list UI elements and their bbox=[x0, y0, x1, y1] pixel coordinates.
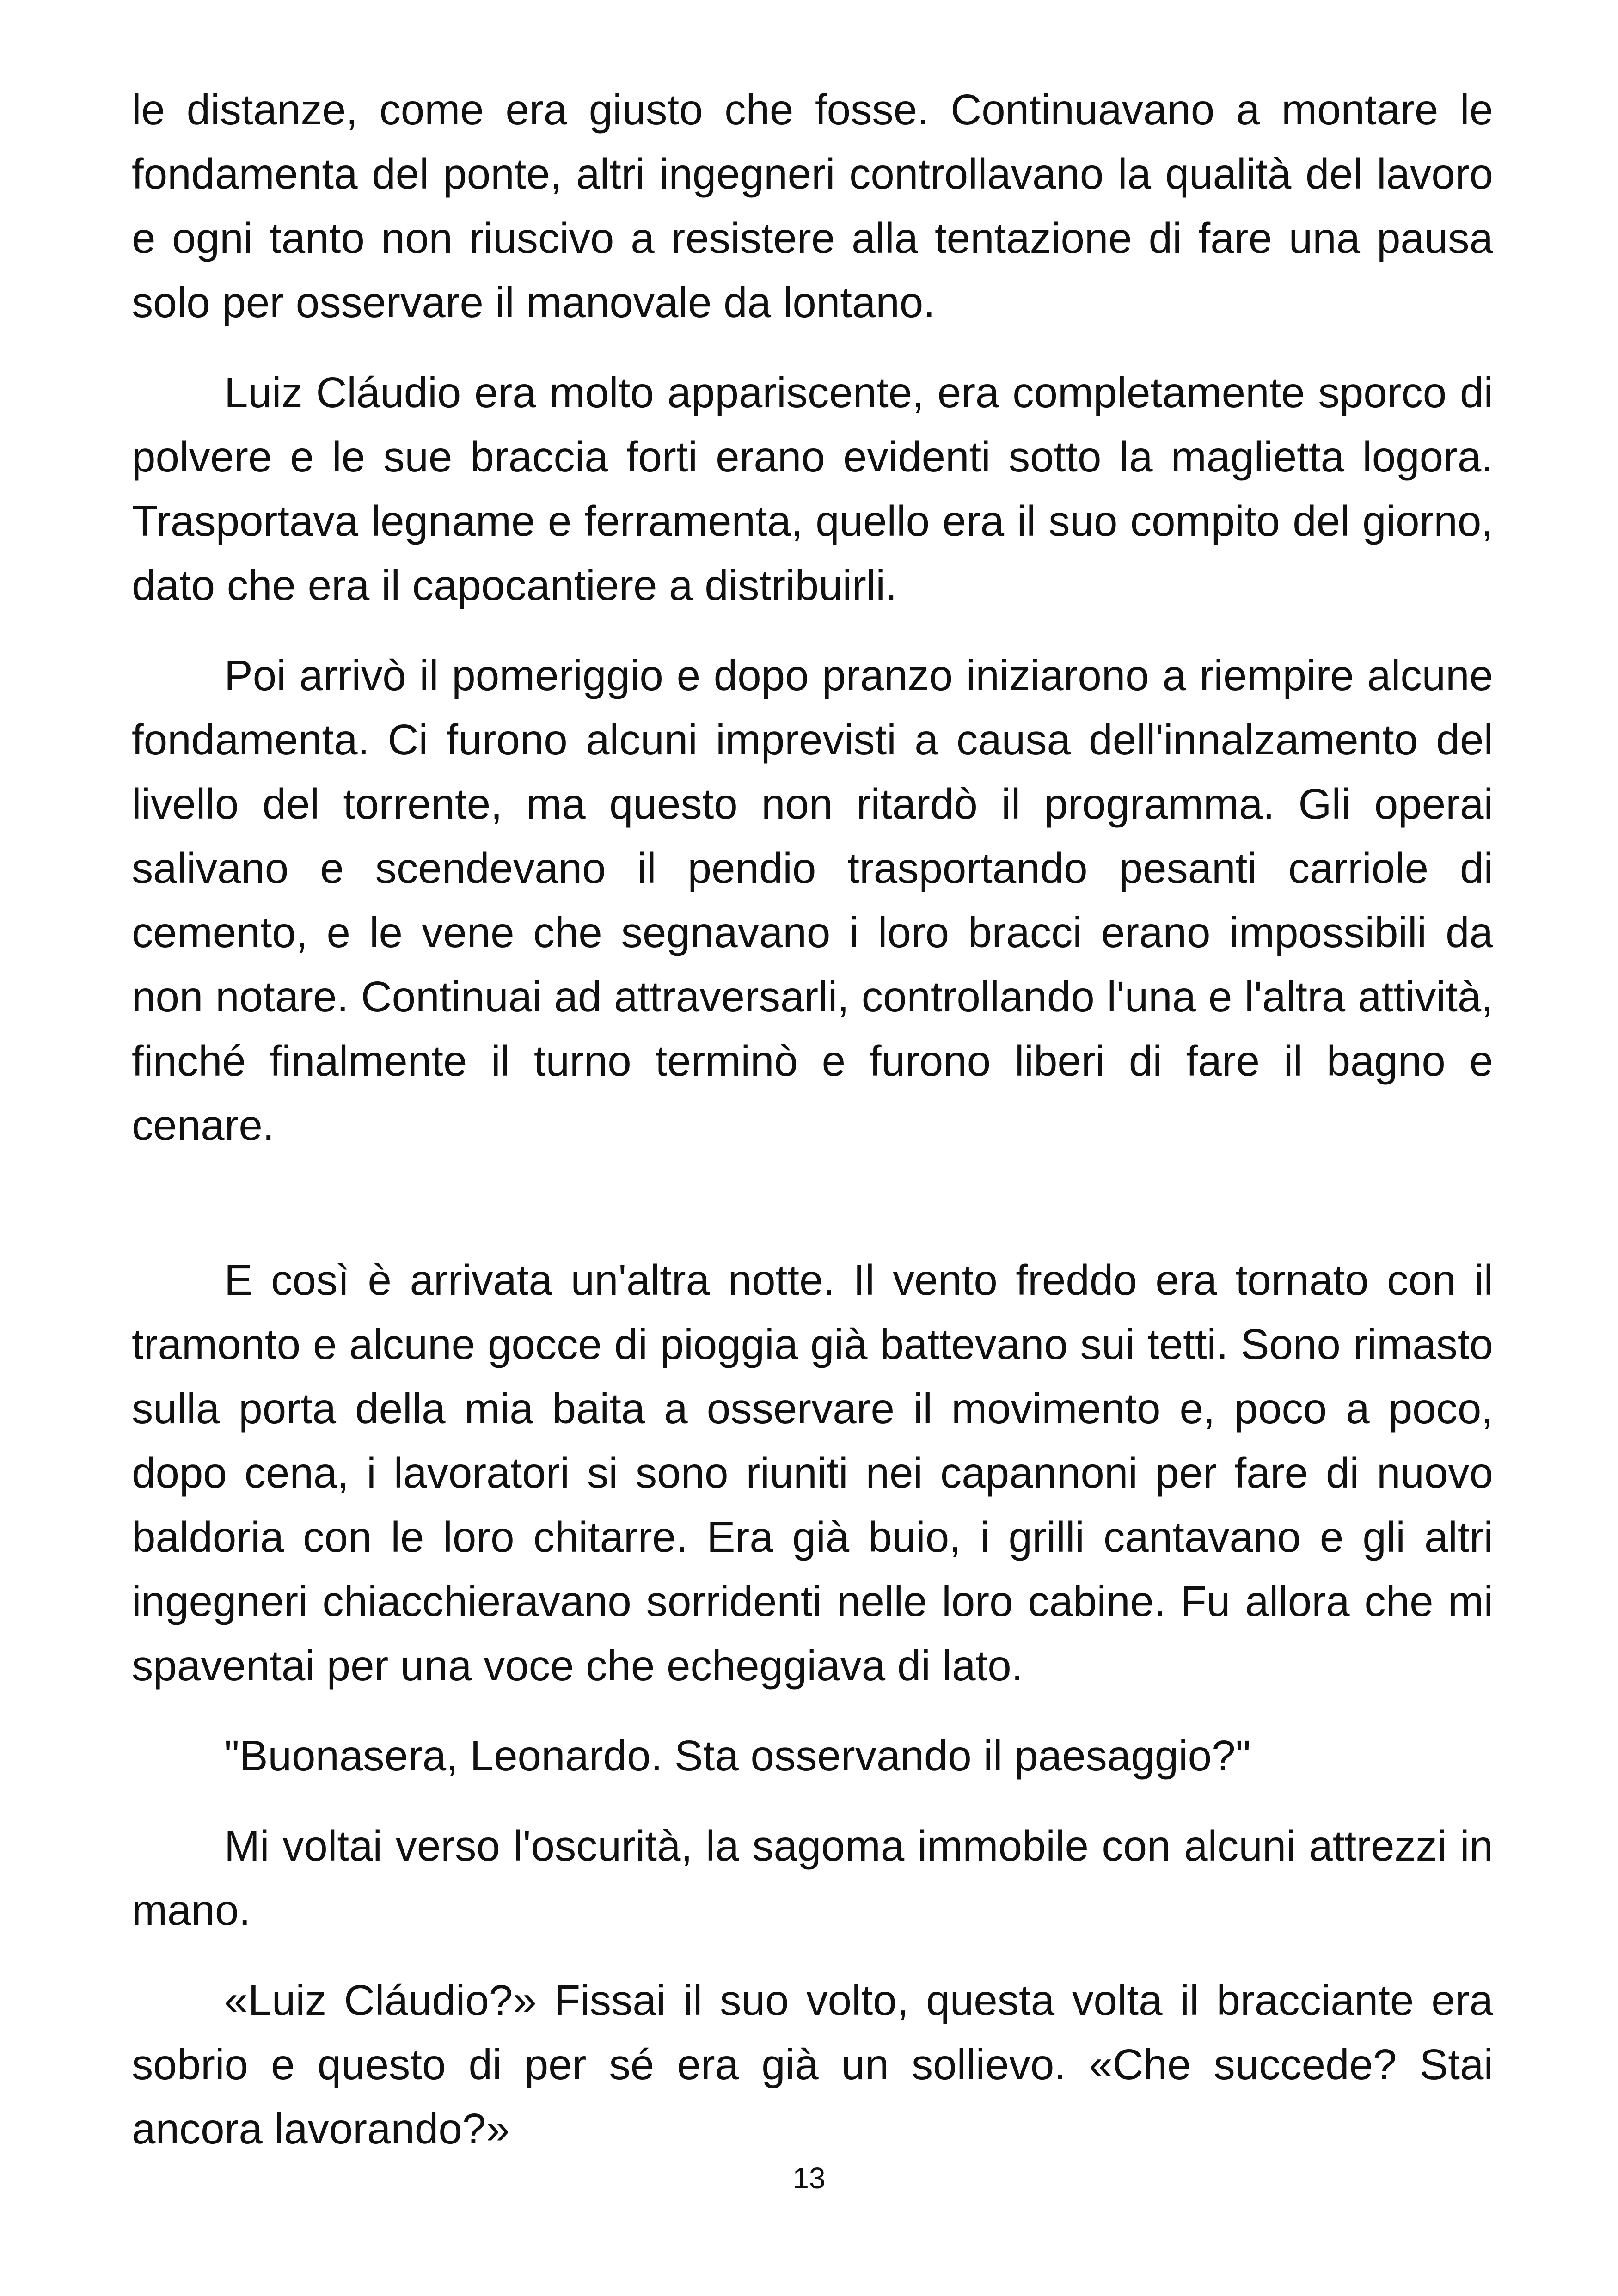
paragraph-4: E così è arrivata un'altra notte. Il vento freddo era tornato con il tramonto e alcune gocce di pioggia già battevano sui tetti. Sono rimasto sulla porta della mia baita a osservare il movimento e, poco a poco, dopo cena, i lavoratori si sono riuniti nei capannoni per fare di nuovo baldoria con le loro chitarre. Era già buio, i grilli cantavano e gli altri ingegneri chiacchieravano sorridenti nelle loro cabine. Fu allora che mi spaventai per una voce che echeggiava di lato. bbox=[132, 1256, 1493, 1690]
paragraph-5: "Buonasera, Leonardo. Sta osservando il paesaggio?" bbox=[224, 1732, 1251, 1780]
paragraph-3: Poi arrivò il pomeriggio e dopo pranzo iniziarono a riempire alcune fondamenta. Ci furono alcuni imprevisti a causa dell'innalzamento del livello del torrente, ma questo non ritardò il programma. Gli operai salivano e scendevano il pendio trasportando pesanti carriole di cemento, e le vene che segnavano i loro bracci erano impossibili da non notare. Continuai ad attraversarli, controllando l'una e l'altra attività, finché finalmente il turno terminò e furono liberi di fare il bagno e cenare. bbox=[132, 651, 1493, 1149]
body-text bbox=[132, 78, 1493, 2187]
page-number: 13 bbox=[792, 2161, 826, 2195]
paragraph-2: Luiz Cláudio era molto appariscente, era completamente sporco di polvere e le sue braccia forti erano evidenti sotto la maglietta logora. Trasportava legname e ferramenta, quello era il suo compito del giorno, dato che era il capocantiere a distribuirli. bbox=[132, 368, 1493, 609]
paragraph-1: le distanze, come era giusto che fosse. Continuavano a montare le fondamenta del ponte, altri ingegneri controllavano la qualità del lavoro e ogni tanto non riuscivo a resistere alla tentazione di fare una pausa solo per osservare il manovale da lontano. bbox=[132, 86, 1493, 326]
paragraph-6: Mi voltai verso l'oscurità, la sagoma immobile con alcuni attrezzi in mano. bbox=[132, 1822, 1493, 1934]
paragraph-7: «Luiz Cláudio?» Fissai il suo volto, questa volta il bracciante era sobrio e questo di per sé era già un sollievo. «Che succede? Stai ancora lavorando?» bbox=[132, 1976, 1493, 2153]
